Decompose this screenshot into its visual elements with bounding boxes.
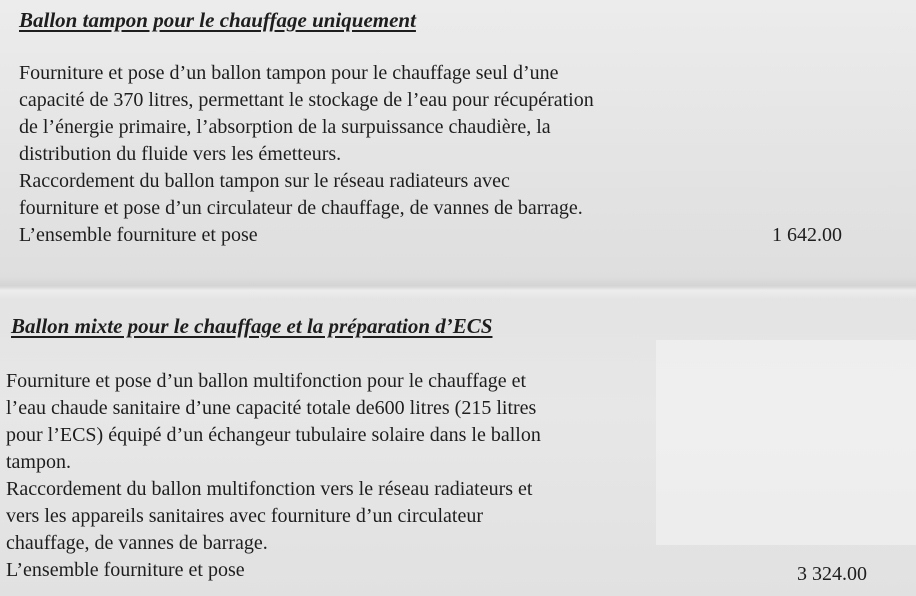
body-line: chauffage, de vannes de barrage.: [6, 532, 268, 554]
body-line: Fourniture et pose d’un ballon multifonction pour le chauffage et: [6, 370, 527, 392]
section-title-ballon-mixte: Ballon mixte pour le chauffage et la préparation d’ECS: [11, 314, 493, 338]
paper-fold: [0, 276, 916, 300]
body-line: fourniture et pose d’un circulateur de chauffage, de vannes de barrage.: [19, 197, 583, 219]
body-line: l’eau chaude sanitaire d’une capacité totale de600 litres (215 litres: [6, 397, 537, 419]
body-line: Fourniture et pose d’un ballon tampon pour le chauffage seul d’une: [19, 62, 559, 84]
section-body-ballon-tampon: [19, 60, 594, 249]
body-line: distribution du fluide vers les émetteurs.: [19, 143, 342, 165]
body-line: Raccordement du ballon multifonction vers le réseau radiateurs et: [6, 478, 533, 500]
section-title-ballon-tampon: Ballon tampon pour le chauffage uniquement: [19, 8, 416, 32]
price-ballon-mixte: 3 324.00: [797, 563, 867, 585]
body-line: capacité de 370 litres, permettant le stockage de l’eau pour récupération: [19, 89, 594, 111]
body-line: L’ensemble fourniture et pose: [6, 559, 245, 581]
body-line: pour l’ECS) équipé d’un échangeur tubulaire solaire dans le ballon: [6, 424, 541, 446]
price-ballon-tampon: 1 642.00: [772, 224, 842, 246]
body-line: de l’énergie primaire, l’absorption de la surpuissance chaudière, la: [19, 116, 551, 138]
section-body-ballon-mixte: [6, 368, 541, 584]
body-line: tampon.: [6, 451, 71, 473]
body-line: Raccordement du ballon tampon sur le réseau radiateurs avec: [19, 170, 510, 192]
light-glare: [656, 340, 916, 545]
body-line: L’ensemble fourniture et pose: [19, 224, 258, 246]
body-line: vers les appareils sanitaires avec fourniture d’un circulateur: [6, 505, 484, 527]
